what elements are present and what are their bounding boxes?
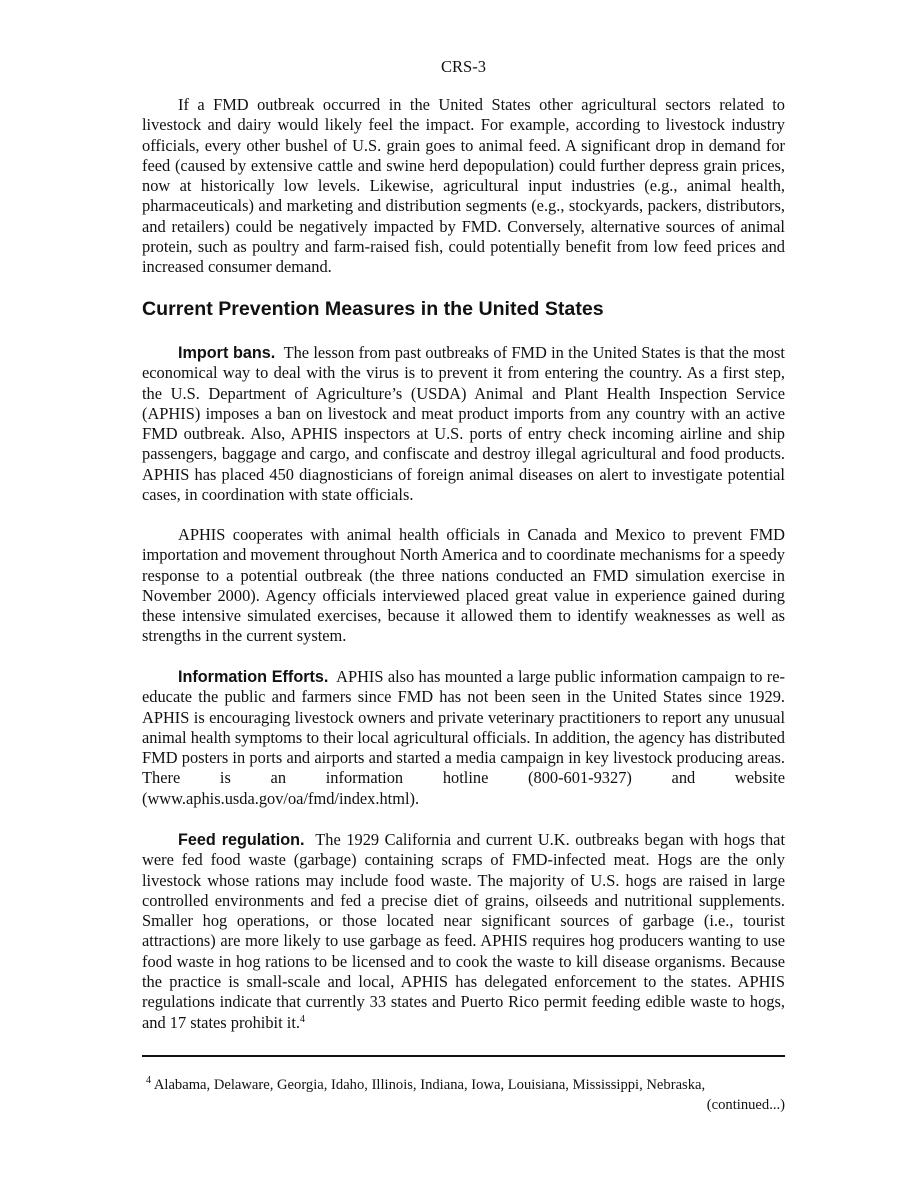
footnote-continued: (continued...): [706, 1097, 785, 1113]
paragraph-information-efforts: [142, 667, 785, 809]
run-in-heading-import-bans: Import bans.: [178, 344, 276, 362]
run-in-heading-feed-regulation: Feed regulation.: [178, 831, 305, 849]
page-number: CRS-3: [441, 57, 486, 76]
section-heading: Current Prevention Measures in the United States: [142, 298, 604, 320]
run-in-heading-information-efforts: Information Efforts.: [178, 668, 329, 686]
footnote-line: [142, 1075, 785, 1095]
paragraph-feed-regulation: [142, 830, 785, 1033]
footnote: [142, 1075, 785, 1115]
paragraph-fmd-impact: If a FMD outbreak occurred in the United States other agricultural sectors related to livestock and dairy would likely feel the impact. For example, according to livestock industry officials, every other bushel of U.S. grain goes to animal feed. A significant drop in demand for feed (caused by extensive cattle and swine herd depopulation) could further depress grain prices, now at historically low levels. Likewise, agricultural input industries (e.g., animal health, pharmaceuticals) and marketing and distribution segments (e.g., stockyards, packers, distributors, and retailers) could be negatively impacted by FMD. Conversely, alternative sources of animal protein, such as poultry and farm-raised fish, could potentially benefit from low feed prices and increased consumer demand.: [142, 95, 785, 277]
footnote-divider: [142, 1055, 785, 1057]
paragraph-import-bans-text: The lesson from past outbreaks of FMD in the United States is that the most economical way to deal with the virus is to prevent it from entering the country. As a first step, the U.S. Department of Agriculture’s (USDA) Animal and Plant Health Inspection Service (APHIS) imposes a ban on livestock and meat product imports from any country with an active FMD outbreak. Also, APHIS inspectors at U.S. ports of entry check incoming airline and ship passengers, baggage and cargo, and confiscate and destroy illegal agricultural and food products. APHIS has placed 450 diagnosticians of foreign animal diseases on alert to investigate potential cases, in coordination with state officials.: [142, 343, 785, 505]
footnote-reference: 4: [299, 1013, 305, 1025]
paragraph-feed-regulation-text: The 1929 California and current U.K. outbreaks began with hogs that were fed food waste (garbage) containing scraps of FMD-infected meat. Hogs are the only livestock whose rations may include food waste. The majority of U.S. hogs are raised in large controlled environments and fed a precise diet of grains, oilseeds and nutritional supplements. Smaller hog operations, or those located near significant sources of garbage (i.e., tourist attractions) are more likely to use garbage as feed. APHIS requires hog producers wanting to use food waste in hog rations to be licensed and to cook the waste to kill disease organisms. Because the practice is small-scale and local, APHIS has delegated enforcement to the states. APHIS regulations indicate that currently 33 states and Puerto Rico permit feeding edible waste to hogs, and 17 states prohibit it.: [142, 830, 785, 1032]
footnote-marker: 4: [146, 1075, 151, 1086]
paragraph-aphis-cooperation: APHIS cooperates with animal health officials in Canada and Mexico to prevent FMD importation and movement throughout North America and to coordinate mechanisms for a speedy response to a potential outbreak (the three nations conducted an FMD simulation exercise in November 2000). Agency officials interviewed placed great value in experience gained during these intensive simulated exercises, because it allowed them to identify weaknesses as well as strengths in the current system.: [142, 525, 785, 646]
paragraph-information-efforts-text: APHIS also has mounted a large public information campaign to re-educate the public and farmers since FMD has not been seen in the United States since 1929. APHIS is encouraging livestock owners and private veterinary practitioners to report any unusual animal health symptoms to their local agricultural officials. In addition, the agency has distributed FMD posters in ports and airports and started a media campaign in key livestock producing areas. There is an information hotline (800-601-9327) and website (www.aphis.usda.gov/oa/fmd/index.html).: [142, 667, 785, 808]
footnote-text: Alabama, Delaware, Georgia, Idaho, Illinois, Indiana, Iowa, Louisiana, Mississippi, Nebraska,: [153, 1077, 706, 1093]
paragraph-import-bans: [142, 343, 785, 505]
